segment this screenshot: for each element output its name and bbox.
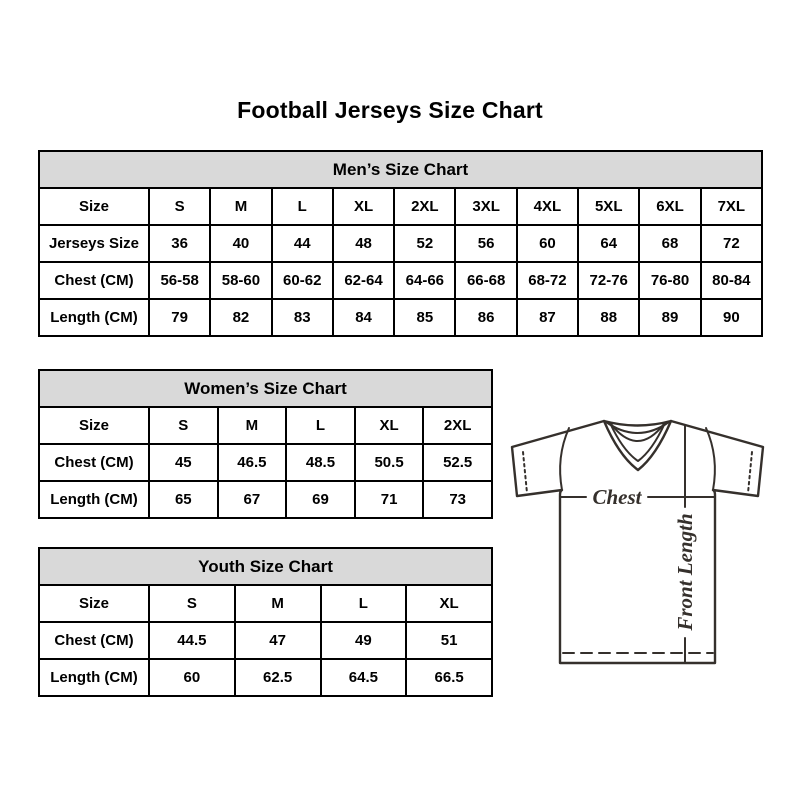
size-value-cell: 60-62 <box>272 262 333 299</box>
size-value-cell: XL <box>333 188 394 225</box>
size-value-cell: M <box>218 407 287 444</box>
size-value-cell: 6XL <box>639 188 700 225</box>
jersey-outline <box>512 421 763 663</box>
row-label: Jerseys Size <box>39 225 149 262</box>
size-value-cell: 48.5 <box>286 444 355 481</box>
front-length-label: Front Length <box>673 513 697 631</box>
page-title: Football Jerseys Size Chart <box>237 97 543 123</box>
table-row <box>39 481 492 518</box>
jersey-measurement-diagram <box>495 395 795 695</box>
size-value-cell: 68 <box>639 225 700 262</box>
size-value-cell: 67 <box>218 481 287 518</box>
size-value-cell: 46.5 <box>218 444 287 481</box>
size-value-cell: M <box>210 188 271 225</box>
youth-size-table <box>38 547 493 697</box>
size-value-cell: 2XL <box>423 407 492 444</box>
size-value-cell: L <box>321 585 407 622</box>
size-value-cell: 56-58 <box>149 262 210 299</box>
size-value-cell: 82 <box>210 299 271 336</box>
size-value-cell: 69 <box>286 481 355 518</box>
row-label: Chest (CM) <box>39 262 149 299</box>
youth-table-title: Youth Size Chart <box>39 548 492 585</box>
chest-label: Chest <box>592 485 642 509</box>
size-value-cell: 48 <box>333 225 394 262</box>
table-row <box>39 299 762 336</box>
row-label: Chest (CM) <box>39 444 149 481</box>
size-value-cell: 60 <box>517 225 578 262</box>
size-value-cell: 56 <box>455 225 516 262</box>
size-value-cell: 83 <box>272 299 333 336</box>
size-value-cell: 5XL <box>578 188 639 225</box>
womens-table-title: Women’s Size Chart <box>39 370 492 407</box>
size-value-cell: L <box>272 188 333 225</box>
size-value-cell: 64.5 <box>321 659 407 696</box>
size-value-cell: L <box>286 407 355 444</box>
size-value-cell: 76-80 <box>639 262 700 299</box>
table-row <box>39 622 492 659</box>
size-value-cell: 66-68 <box>455 262 516 299</box>
size-value-cell: 64 <box>578 225 639 262</box>
size-value-cell: 52.5 <box>423 444 492 481</box>
table-header-row <box>39 370 492 407</box>
size-value-cell: 2XL <box>394 188 455 225</box>
size-value-cell: 52 <box>394 225 455 262</box>
size-value-cell: 80-84 <box>701 262 762 299</box>
size-value-cell: 71 <box>355 481 424 518</box>
row-label: Length (CM) <box>39 659 149 696</box>
table-row <box>39 407 492 444</box>
row-label: Chest (CM) <box>39 622 149 659</box>
table-header-row <box>39 151 762 188</box>
size-value-cell: 85 <box>394 299 455 336</box>
size-value-cell: 44 <box>272 225 333 262</box>
size-value-cell: M <box>235 585 321 622</box>
row-label: Length (CM) <box>39 481 149 518</box>
sleeve-seam-left <box>560 428 569 490</box>
size-value-cell: 73 <box>423 481 492 518</box>
size-value-cell: 47 <box>235 622 321 659</box>
table-header-row <box>39 548 492 585</box>
size-value-cell: 62.5 <box>235 659 321 696</box>
size-value-cell: XL <box>355 407 424 444</box>
sleeve-seam-right <box>706 428 715 490</box>
size-value-cell: 87 <box>517 299 578 336</box>
size-value-cell: 4XL <box>517 188 578 225</box>
size-value-cell: 3XL <box>455 188 516 225</box>
size-value-cell: 7XL <box>701 188 762 225</box>
size-value-cell: 60 <box>149 659 235 696</box>
size-value-cell: 36 <box>149 225 210 262</box>
size-value-cell: 64-66 <box>394 262 455 299</box>
size-value-cell: 50.5 <box>355 444 424 481</box>
womens-size-table <box>38 369 493 519</box>
size-value-cell: 62-64 <box>333 262 394 299</box>
size-value-cell: 79 <box>149 299 210 336</box>
table-row <box>39 225 762 262</box>
size-value-cell: 72 <box>701 225 762 262</box>
table-row <box>39 188 762 225</box>
mens-size-table <box>38 150 763 337</box>
cuff-stitch-left <box>523 452 527 493</box>
size-value-cell: 72-76 <box>578 262 639 299</box>
size-value-cell: 90 <box>701 299 762 336</box>
size-value-cell: 40 <box>210 225 271 262</box>
size-value-cell: S <box>149 407 218 444</box>
table-row <box>39 444 492 481</box>
size-value-cell: 68-72 <box>517 262 578 299</box>
table-row <box>39 659 492 696</box>
cuff-stitch-right <box>748 452 752 493</box>
jersey-illustration <box>495 395 795 695</box>
size-value-cell: 51 <box>406 622 492 659</box>
size-value-cell: 86 <box>455 299 516 336</box>
size-value-cell: 65 <box>149 481 218 518</box>
size-value-cell: 89 <box>639 299 700 336</box>
size-value-cell: 44.5 <box>149 622 235 659</box>
table-row <box>39 262 762 299</box>
row-label: Size <box>39 188 149 225</box>
table-row <box>39 585 492 622</box>
size-value-cell: 49 <box>321 622 407 659</box>
row-label: Size <box>39 407 149 444</box>
size-value-cell: S <box>149 585 235 622</box>
size-value-cell: 58-60 <box>210 262 271 299</box>
mens-table-title: Men’s Size Chart <box>39 151 762 188</box>
row-label: Size <box>39 585 149 622</box>
size-value-cell: 45 <box>149 444 218 481</box>
size-value-cell: S <box>149 188 210 225</box>
size-value-cell: 88 <box>578 299 639 336</box>
size-value-cell: 84 <box>333 299 394 336</box>
size-value-cell: 66.5 <box>406 659 492 696</box>
row-label: Length (CM) <box>39 299 149 336</box>
size-value-cell: XL <box>406 585 492 622</box>
